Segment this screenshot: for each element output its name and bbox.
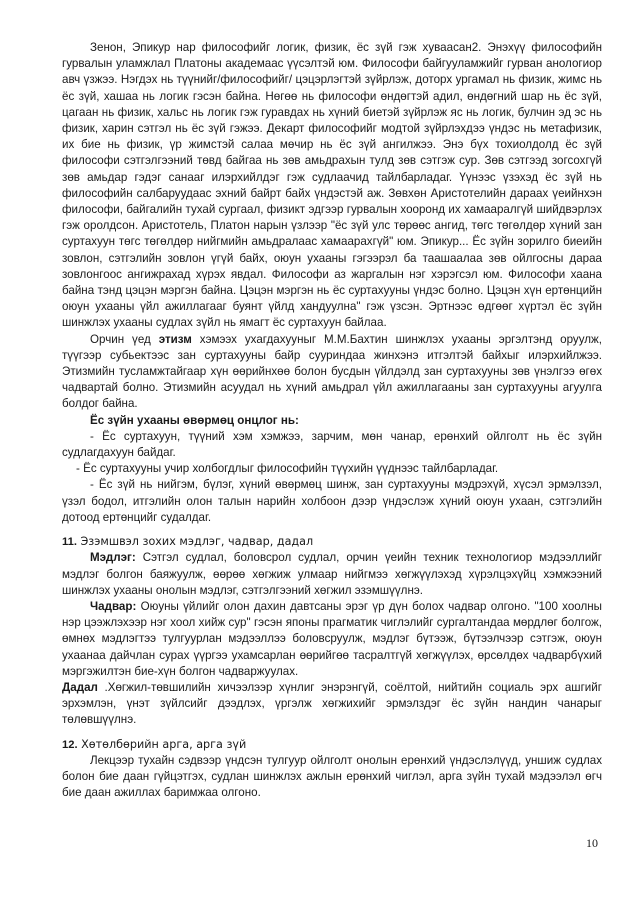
skill-text: Оюуны үйлийг олон дахин давтсаны эрэг үр дүн болох чадвар олгоно. "100 хоолны нэр цээжлэхээр нэг хоол хийж сур" гэсэн японы прагматик чиглэлийг сургалтандаа мөрдлөг болгож, өмнөх мэдлэгтээ тулгуурлан мэдээллээ боловсруулж, мэдлэг бүтээж, бүтээлчээр сэтгэж, оюун ухаанаа дайчлан сурах үүргээ ухамсарлан өөрийгөө тасралтгүй хөгжүүлэх, өрсөлдөх чадварбүхий мэргэжилтэн бие-хүн болгон чадваржуулах. <box>62 599 602 678</box>
section-12-heading <box>62 737 602 753</box>
ethism-term: этизм <box>158 332 192 346</box>
ethics-feature-3: - Ёс зүй нь нийгэм, бүлэг, хүний өвөрмөц шинж, зан суртахууны мэдрэхүй, хүсэл эрмэлзэл, үзэл бодол, итгэлийн олон талын нарийн холбоон дээр үндэслэж хүний оюун ухаан, сэтгэлийн дотоод ертөнцийг судалдаг. <box>62 478 602 524</box>
ethism-intro: Орчин үед <box>90 332 159 346</box>
section-12-number: 12. <box>62 738 78 751</box>
ethism-text: хэмээх ухагдахууныг М.М.Бахтин шинжлэх ухааны эргэлтэнд оруулж, түүгээр субьектээс зан суртахууны байр сууриндаа жинхэнэ итгэлтэй байхыг илэрхийлжээ. Этизмийн тусламжтайгаар хүн өөрийнхөө болон бусдын үйлдэлд зан суртахууны зөв үнэлгээ өгөх чадвартай болно. Этизмийн асуудал нь хүний амьдрал үйл ажиллагааны зан суртахууны агуулга болдог байна. <box>62 332 602 411</box>
knowledge-text: Сэтгэл судлал, боловсрол судлал, орчин үеийн техник технологиор мэдээллийг мэдлэг болгон баяжуулж, өөрөө хөгжиж улмаар нийгмээ хөгжүүлэхэд хүрэлцэхүйц хэмжээний шинжлэх ухааны онолын мэдлэг, сэтгэлгээний хөгжил эзэмшүүлнэ. <box>62 551 602 597</box>
section-11-heading <box>62 534 602 550</box>
habit-text: .Хөгжил-төвшилийн хичээлээр хүнлиг энэрэнгүй, соёлтой, нийтийн социаль эрх ашгийг эрхэмлэн, үнэт зүйлсийг дээдлэх, үргэлж хөгжихийг эрмэлздэг ёс зүйн нандин чанарыг төлөвшүүлнэ. <box>62 680 602 727</box>
methods-paragraph: Лекцээр тухайн сэдвээр үндсэн тулгуур ойлголт онолын ерөнхий үндэслэлүүд, уншиж судлах болон бие даан гүйцэтгэх, судлан шинжлэх ажлын ерөнхий чиглэл, арга зүйн тухай мэдээлэл өгч бие даан ажиллах баримжаа олгоно. <box>62 753 602 800</box>
skill-paragraph <box>62 599 602 680</box>
paragraph-ethism <box>62 332 602 413</box>
ethics-features-heading: Ёс зүйн ухааны өвөрмөц онцлог нь: <box>90 413 299 427</box>
section-12-title: Хөтөлбөрийн арга, арга зүй <box>77 737 247 751</box>
section-11-number: 11. <box>62 536 77 549</box>
knowledge-paragraph <box>62 550 602 599</box>
skill-label: Чадвар: <box>90 599 137 613</box>
document-page <box>62 40 602 801</box>
page-number: 10 <box>586 836 598 850</box>
section-11-title: Эзэмшвэл зохих мэдлэг, чадвар, дадал <box>76 535 314 549</box>
ethics-feature-1: - Ёс суртахуун, түүний хэм хэмжээ, зарчим, мөн чанар, ерөнхий ойлголт нь ёс зүйн судлагдахуун байдаг. <box>62 429 602 460</box>
knowledge-label: Мэдлэг: <box>90 551 136 565</box>
habit-paragraph <box>62 680 602 729</box>
paragraph-philosophy-triad: Зенон, Эпикур нар философийг логик, физик, ёс зүй гэж хуваасан2. Энэхүү философийн гурвалын уламжлал Платоны академаас үүсэлтэй юм. Философи байгууламжийг гурван анологиор авч үзжээ. Нэгдэх нь түүнийг/философийг/ цэцэрлэгтэй зүйрлэж, доторх ургамал нь физик, жимс нь ёс зүй, хашаа нь логик гэсэн байна. Нөгөө нь философи өндөгтэй адил, өндөгний шар нь ёс зүй, цагаан нь физик, хальс нь логик гэж гуравдах нь хүний биетэй зүйрлэж яс нь логик, булчин эд эс нь физик, харин сэтгэл нь ёс зүй гэжээ. Декарт философийг модтой зүйрлэхдээ үндэс нь метафизик, их бие нь физик, үр жимстэй салаа мөчир нь ёс зүй ангилжээ. Энэ бүх тохиолдолд ёс зүй философи сэтгэлгээний төвд байгаа нь зөв амьдрахын тулд зөв сэтгэж сур. Зөв сэтгээд зогсохгүй зөв амьдар гэдэг санааг илэрхийлдэг гэж судлаачид тайлбарладаг. Үүнээс үзэхэд ёс зүй нь философийн салбаруудаас эхний байрт байх үндэстэй аж. Зөвхөн Аристотелийн дараах үеийнхэн философи, байгалийн тухай сургаал, физикт эдгээр гурвалын хооронд их хамааралгүй шийдвэрлэх гэж оролдсон. Аристотель, Платон нарын үзлээр "ёс зүй улс төрөөс ангид, төгс төгөлдөр хүний зан суртахуун төгс төгөлдөр нийгмийн амьдралаас хамаарахгүй" юм. Эпикур... Ёс зүйн зорилго биеийн зовлон, сэтгэлийн зовлон үгүй байх, оюун ухааны гэгээрэл ба таашаалаа зөв ойлгосны дараа зовлонгоос ангижрахад хүрэх явдал. Философи аз жаргалын нэг хэрэгсэл юм. Философи хаана байна тэнд цэцэн мэргэн байна. Цэцэн мэргэн нь ёс суртахууны үндэс болно. Цэцэн хүн ертөнцийн оюун ухааны үйл ажиллагааг буянт үйлд хандуулна" гэж үзсэн. Эртнээс өдгөөг хүртэл ёс зүйн шинжлэх ухааны судлах зүйл нь ямагт ёс суртахуун байлаа. <box>62 41 602 330</box>
habit-label: Дадал <box>62 680 98 694</box>
ethics-feature-2: - Ёс суртахууны учир холбогдлыг философийн түүхийн үүднээс тайлбарладаг. <box>76 462 499 476</box>
